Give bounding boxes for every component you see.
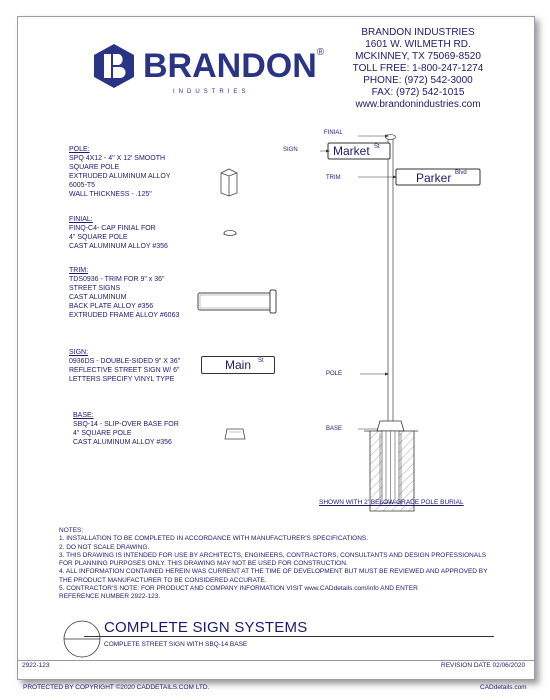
sign-side-text: Parker bbox=[416, 171, 452, 185]
notes: NOTES: 1. INSTALLATION TO BE COMPLETED IN ACCORDANCE WITH MANUFACTURER'S SPECIFICATIONS. 2. DO NOT SCALE DRAWING. 3. THIS DRAWING IS INTENDED FOR USE BY ARCHITECTS, ENGINEERS, CONTRACTORS, CONSULTANTS AND DESIGN PROFESSIONALS FOR PLANNING PURPOSES ONLY. THIS DRAWING MAY NOT BE USED FOR CONSTRUCTION. 4. ALL INFORMATION CONTAINED HEREIN WAS CURRENT AT THE TIME OF DEVELOPMENT BUT MUST BE REVIEWED AND APPROVED BY THE PRODUCT MANUFACTURER TO BE CONSIDERED ACCURATE. 5. CONTRACTOR'S NOTE: FOR PRODUCT AND COMPANY INFORMATION VISIT www.CADdetails.com/info AND ENTER REFERENCE NUMBER 2922-123. bbox=[59, 527, 529, 602]
section-bubble-icon bbox=[60, 619, 106, 659]
drawing-sheet bbox=[17, 16, 535, 680]
spec-finial: FINIAL: FINQ-C4- CAP FINIAL FOR 4" SQUARE POLE CAST ALUMINUM ALLOY #356 bbox=[69, 216, 168, 250]
note-line: 2. DO NOT SCALE DRAWING. bbox=[59, 543, 150, 551]
company-line: TOLL FREE: 1-800-247-1274 bbox=[352, 63, 484, 74]
note-line: THE PRODUCT MANUFACTURER TO BE CONSIDERED ACCURATE. bbox=[59, 576, 267, 584]
note-line: 3. THIS DRAWING IS INTENDED FOR USE BY ARCHITECTS, ENGINEERS, CONTRACTORS, CONSULTANTS AND DESIGN PROFESSIONALS bbox=[59, 551, 487, 559]
pole-section-icon bbox=[218, 167, 240, 197]
title-rule bbox=[84, 636, 494, 637]
note-line: 5. CONTRACTOR'S NOTE: FOR PRODUCT AND COMPANY INFORMATION VISIT www.CADdetails.com/info AND ENTER bbox=[59, 585, 418, 593]
note-line: 1. INSTALLATION TO BE COMPLETED IN ACCORDANCE WITH MANUFACTURER'S SPECIFICATIONS. bbox=[59, 535, 369, 543]
company-info bbox=[338, 27, 498, 111]
label-finial: FINIAL bbox=[324, 130, 343, 136]
spec-base: BASE: SBQ-14 - SLIP-OVER BASE FOR 4" SQUARE POLE CAST ALUMINUM ALLOY #356 bbox=[73, 412, 179, 446]
reference-number: 2922-123 bbox=[22, 662, 50, 669]
drawing-subtitle: COMPLETE STREET SIGN WITH SBQ-14 BASE bbox=[104, 641, 248, 648]
diagram-caption: SHOWN WITH 2' BELOW GRADE POLE BURIAL bbox=[319, 499, 464, 506]
spec-trim: TRIM: TDS0936 - TRIM FOR 9" x 36" STREET SIGNS CAST ALUMINUM BACK PLATE ALLOY #356 EXTRUDED FRAME ALLOY #6063 bbox=[69, 267, 180, 319]
sign-top-suffix: St bbox=[374, 144, 380, 150]
revision-date: REVISION DATE 02/06/2020 bbox=[441, 662, 526, 669]
label-sign: SIGN bbox=[283, 147, 298, 153]
brand-sub: INDUSTRIES bbox=[173, 89, 250, 95]
company-line: PHONE: (972) 542-3000 bbox=[363, 75, 473, 86]
note-line: 4. ALL INFORMATION CONTAINED HEREIN WAS CURRENT AT THE TIME OF DEVELOPMENT BUT MUST BE REVIEWED AND APPROVED BY bbox=[59, 568, 488, 576]
sign-top-text: Market bbox=[333, 144, 370, 158]
company-line: BRANDON INDUSTRIES bbox=[361, 27, 475, 38]
spec-sign: SIGN: 0936DS - DOUBLE-SIDED 9" X 36" REFLECTIVE STREET SIGN W/ 6" LETTERS SPECIFY VINYL TYPE bbox=[69, 349, 181, 383]
caddetails-link[interactable]: CADdetails.com bbox=[480, 684, 527, 691]
note-line: REFERENCE NUMBER 2922-123. bbox=[59, 593, 161, 601]
company-line: 1601 W. WILMETH RD. bbox=[365, 39, 471, 50]
finial-cap-icon bbox=[222, 229, 238, 237]
base-shape bbox=[377, 421, 404, 431]
company-website[interactable]: www.brandonindustries.com bbox=[355, 99, 481, 110]
drawing-title: COMPLETE SIGN SYSTEMS bbox=[104, 619, 308, 636]
spec-pole: POLE: SPQ 4X12 - 4" X 12' SMOOTH SQUARE POLE EXTRUDED ALUMINUM ALLOY 6005-T5 WALL THICKNESS - .125" bbox=[69, 146, 171, 198]
brandon-logo-icon bbox=[91, 43, 137, 89]
label-trim: TRIM bbox=[326, 175, 341, 181]
pole-shape bbox=[388, 139, 393, 429]
brand-name: BRANDON® bbox=[143, 47, 325, 85]
company-line: MCKINNEY, TX 75069-8520 bbox=[355, 51, 481, 62]
label-base: BASE bbox=[326, 426, 343, 432]
slip-base-icon bbox=[223, 427, 247, 441]
label-pole: POLE bbox=[326, 371, 343, 377]
note-line: FOR PLANNING PURPOSES ONLY. THIS DRAWING MAY NOT BE USED FOR CONSTRUCTION. bbox=[59, 560, 348, 568]
sign-side-suffix: Blvd bbox=[455, 170, 467, 176]
sign-assembly-diagram bbox=[268, 125, 488, 525]
footer-rule bbox=[18, 660, 534, 661]
copyright: PROTECTED BY COPYRIGHT ©2020 CADDETAILS.COM LTD. bbox=[23, 684, 210, 691]
company-line: FAX: (972) 542-1015 bbox=[371, 87, 465, 98]
sample-sign: Main St bbox=[201, 356, 275, 374]
